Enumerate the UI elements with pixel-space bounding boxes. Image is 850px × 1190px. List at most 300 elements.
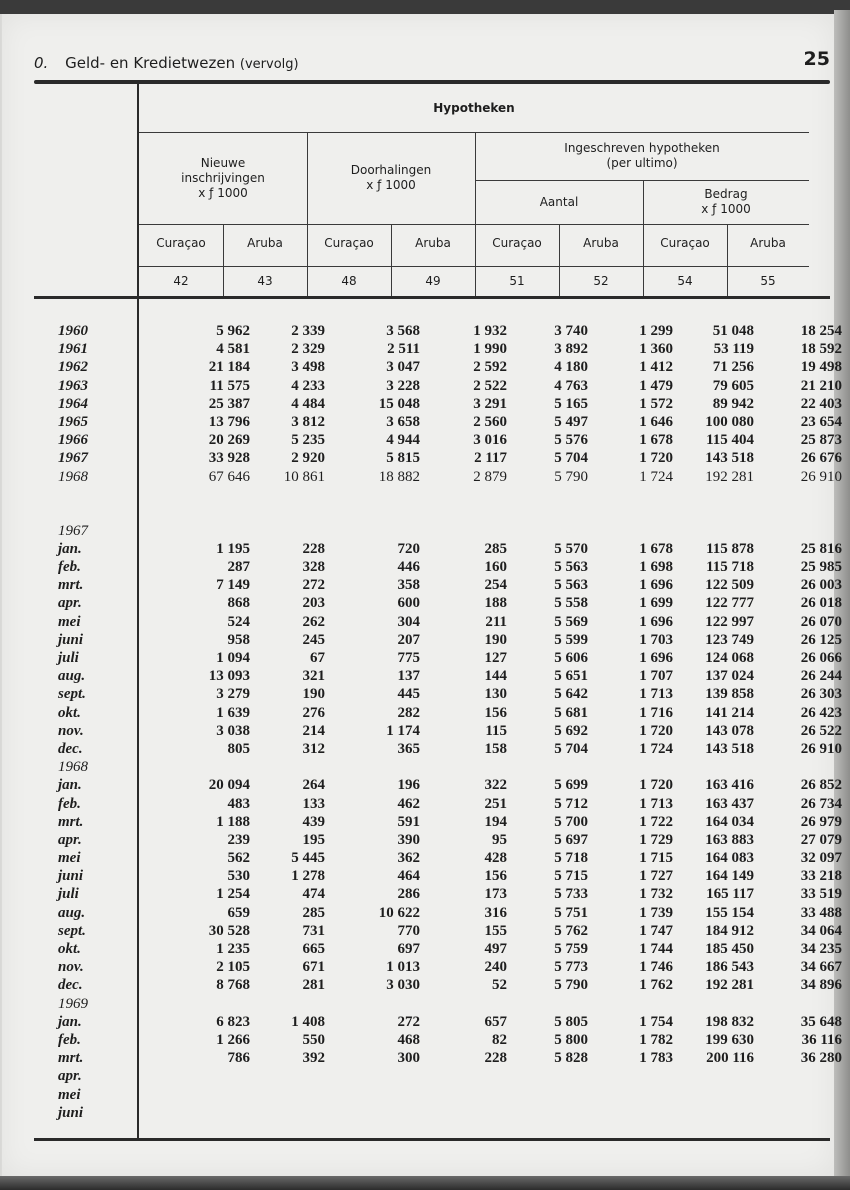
col-code: 55 xyxy=(760,273,776,288)
year-label: 1963 xyxy=(58,377,88,394)
cell-value: 1 707 xyxy=(639,668,673,685)
cell-value: 214 xyxy=(302,722,325,739)
cell-value: 133 xyxy=(302,795,325,812)
cell-value: 26 066 xyxy=(800,650,842,666)
cell-value: 5 805 xyxy=(554,1013,588,1030)
col-code: 54 xyxy=(677,273,693,288)
cell-value: 127 xyxy=(484,650,507,666)
cell-value: 251 xyxy=(484,795,507,812)
cell-value: 468 xyxy=(397,1031,420,1048)
month-row xyxy=(40,849,842,867)
cell-value: 362 xyxy=(397,850,420,867)
cell-value: 165 117 xyxy=(706,886,754,903)
cell-value: 228 xyxy=(484,1050,507,1067)
cell-value: 190 xyxy=(302,686,325,703)
month-label: feb. xyxy=(58,795,81,812)
cell-value: 5 718 xyxy=(554,850,588,867)
cell-value: 3 038 xyxy=(216,722,250,739)
cell-value: 5 692 xyxy=(554,722,588,739)
month-label: mei xyxy=(58,613,81,630)
cell-value: 137 024 xyxy=(705,668,754,685)
cell-value: 665 xyxy=(302,941,325,957)
cell-value: 160 xyxy=(484,559,507,576)
cell-value: 2 560 xyxy=(473,413,507,430)
cell-value: 5 606 xyxy=(554,650,588,666)
cell-value: 22 403 xyxy=(800,395,842,412)
month-row xyxy=(40,649,842,667)
cell-value: 141 214 xyxy=(705,704,754,721)
annual-row xyxy=(40,449,842,467)
cell-value: 34 667 xyxy=(800,959,842,976)
cell-value: 1 782 xyxy=(639,1031,673,1048)
month-label: juni xyxy=(58,1104,84,1121)
col-header-curacao: Curaçao xyxy=(324,235,374,250)
cell-value: 5 715 xyxy=(554,868,588,885)
cell-value: 5 445 xyxy=(291,850,325,867)
cell-value: 1 713 xyxy=(639,686,673,703)
annual-row xyxy=(40,340,842,358)
cell-value: 26 018 xyxy=(800,595,842,612)
cell-value: 322 xyxy=(484,777,507,794)
cell-value: 195 xyxy=(302,831,325,848)
cell-value: 13 093 xyxy=(208,668,250,685)
month-row xyxy=(40,594,842,612)
cell-value: 143 078 xyxy=(705,722,754,739)
cell-value: 1 739 xyxy=(639,904,673,921)
month-row xyxy=(40,1104,830,1122)
month-label: okt. xyxy=(58,941,81,957)
cell-value: 228 xyxy=(302,540,325,557)
cell-value: 1 479 xyxy=(639,377,673,394)
cell-value: 483 xyxy=(227,795,250,812)
cell-value: 600 xyxy=(397,595,420,612)
month-row xyxy=(40,922,842,940)
page-header xyxy=(34,50,830,74)
cell-value: 958 xyxy=(227,631,250,648)
cell-value: 7 149 xyxy=(216,577,250,594)
cell-value: 32 097 xyxy=(800,850,842,867)
cell-value: 122 777 xyxy=(705,595,754,612)
cell-value: 33 488 xyxy=(800,904,842,921)
cell-value: 5 712 xyxy=(554,795,588,812)
cell-value: 3 016 xyxy=(473,432,507,449)
month-row xyxy=(40,631,842,649)
cell-value: 287 xyxy=(227,559,250,576)
cell-value: 2 339 xyxy=(291,323,325,339)
cell-value: 5 700 xyxy=(554,813,588,830)
cell-value: 285 xyxy=(302,904,325,921)
cell-value: 3 812 xyxy=(291,413,325,430)
cell-value: 20 269 xyxy=(208,432,250,449)
cell-value: 1 696 xyxy=(639,613,673,630)
cell-value: 21 184 xyxy=(208,359,250,376)
month-row xyxy=(40,976,842,994)
chapter-heading xyxy=(34,54,299,72)
col-header-curacao: Curaçao xyxy=(660,235,710,250)
cell-value: 115 xyxy=(485,722,507,739)
cell-value: 164 083 xyxy=(705,850,754,867)
month-row xyxy=(40,667,842,685)
cell-value: 254 xyxy=(484,577,507,594)
cell-value: 67 646 xyxy=(208,468,250,485)
annual-row xyxy=(40,413,842,431)
cell-value: 18 254 xyxy=(800,323,842,339)
cell-value: 446 xyxy=(397,559,420,576)
year-group-heading xyxy=(40,522,830,540)
cell-value: 26 910 xyxy=(800,468,842,485)
cell-value: 5 699 xyxy=(554,777,588,794)
cell-value: 1 703 xyxy=(639,631,673,648)
year-label: 1961 xyxy=(58,341,88,358)
cell-value: 188 xyxy=(484,595,507,612)
cell-value: 1 188 xyxy=(216,813,250,830)
month-label: mei xyxy=(58,850,81,867)
cell-value: 51 048 xyxy=(712,323,754,339)
cell-value: 4 233 xyxy=(291,377,325,394)
cell-value: 286 xyxy=(397,886,420,903)
cell-value: 8 768 xyxy=(216,977,250,994)
cell-value: 5 704 xyxy=(554,740,588,757)
year-label: 1964 xyxy=(58,395,88,412)
cell-value: 591 xyxy=(397,813,420,830)
cell-value: 26 852 xyxy=(800,777,842,794)
cell-value: 5 704 xyxy=(554,450,588,467)
cell-value: 33 928 xyxy=(208,450,250,467)
cell-value: 164 034 xyxy=(705,813,754,830)
cell-value: 1 412 xyxy=(639,359,673,376)
cell-value: 19 498 xyxy=(800,359,842,376)
cell-value: 428 xyxy=(484,850,507,867)
cell-value: 10 861 xyxy=(283,468,325,485)
year-group-heading xyxy=(40,995,830,1013)
cell-value: 5 681 xyxy=(554,704,588,721)
cell-value: 26 244 xyxy=(800,668,842,685)
cell-value: 390 xyxy=(397,831,420,848)
cell-value: 163 416 xyxy=(705,777,754,794)
cell-value: 122 509 xyxy=(705,577,754,594)
month-label: mrt. xyxy=(58,1050,84,1067)
cell-value: 184 912 xyxy=(705,922,754,939)
cell-value: 36 116 xyxy=(801,1031,842,1048)
cell-value: 23 654 xyxy=(800,413,842,430)
bottom-rule xyxy=(34,1138,830,1141)
cell-value: 1 762 xyxy=(639,977,673,994)
cell-value: 1 254 xyxy=(216,886,250,903)
cell-value: 1 729 xyxy=(639,831,673,848)
month-row xyxy=(40,613,842,631)
cell-value: 67 xyxy=(310,650,325,666)
cell-value: 497 xyxy=(484,941,507,957)
cell-value: 245 xyxy=(302,631,325,648)
cell-value: 26 125 xyxy=(800,631,842,648)
cell-value: 5 563 xyxy=(554,577,588,594)
cell-value: 1 720 xyxy=(639,450,673,467)
col-code: 43 xyxy=(257,273,273,288)
cell-value: 1 572 xyxy=(639,395,673,412)
cell-value: 1 678 xyxy=(639,540,673,557)
cell-value: 328 xyxy=(302,559,325,576)
cell-value: 1 727 xyxy=(639,868,673,885)
cell-value: 139 858 xyxy=(705,686,754,703)
cell-value: 1 174 xyxy=(386,722,420,739)
month-label: apr. xyxy=(58,831,82,848)
cell-value: 1 715 xyxy=(639,850,673,867)
cell-value: 1 278 xyxy=(291,868,325,885)
month-row xyxy=(40,1067,830,1085)
cell-value: 1 013 xyxy=(386,959,420,976)
cell-value: 26 676 xyxy=(800,450,842,467)
cell-value: 36 280 xyxy=(800,1050,842,1067)
cell-value: 11 575 xyxy=(209,377,250,394)
year-label: 1967 xyxy=(58,450,88,467)
cell-value: 1 990 xyxy=(473,341,507,358)
cell-value: 720 xyxy=(397,540,420,557)
month-row xyxy=(40,885,842,903)
cell-value: 53 119 xyxy=(713,341,754,358)
year-label: 1967 xyxy=(58,522,88,539)
month-row xyxy=(40,940,842,958)
cell-value: 20 094 xyxy=(208,777,250,794)
cell-value: 1 732 xyxy=(639,886,673,903)
cell-value: 1 744 xyxy=(639,941,673,957)
cell-value: 26 979 xyxy=(800,813,842,830)
month-label: feb. xyxy=(58,559,81,576)
col-header-aruba: Aruba xyxy=(583,235,619,250)
cell-value: 671 xyxy=(302,959,325,976)
month-label: jan. xyxy=(58,540,82,557)
month-row xyxy=(40,831,842,849)
cell-value: 156 xyxy=(484,704,507,721)
cell-value: 13 796 xyxy=(208,413,250,430)
month-row xyxy=(40,1013,842,1031)
cell-value: 122 997 xyxy=(705,613,754,630)
cell-value: 4 180 xyxy=(554,359,588,376)
cell-value: 5 733 xyxy=(554,886,588,903)
table-body xyxy=(40,322,842,1122)
col-header-aruba: Aruba xyxy=(247,235,283,250)
cell-value: 5 570 xyxy=(554,540,588,557)
month-label: feb. xyxy=(58,1031,81,1048)
cell-value: 185 450 xyxy=(705,941,754,957)
cell-value: 5 563 xyxy=(554,559,588,576)
cell-value: 156 xyxy=(484,868,507,885)
chapter-title: Geld- en Kredietwezen xyxy=(65,54,236,72)
cell-value: 5 576 xyxy=(554,432,588,449)
cell-value: 115 718 xyxy=(706,559,754,576)
cell-value: 775 xyxy=(397,650,420,666)
col-code: 42 xyxy=(173,273,189,288)
cell-value: 4 581 xyxy=(216,341,250,358)
page-number: 25 xyxy=(803,48,830,70)
cell-value: 5 773 xyxy=(554,959,588,976)
chapter-suffix: (vervolg) xyxy=(239,57,299,72)
cell-value: 474 xyxy=(302,886,325,903)
month-label: dec. xyxy=(58,977,83,994)
annual-row xyxy=(40,358,842,376)
cell-value: 82 xyxy=(492,1031,507,1048)
cell-value: 445 xyxy=(397,686,420,703)
cell-value: 285 xyxy=(484,540,507,557)
cell-value: 439 xyxy=(302,813,325,830)
cell-value: 199 630 xyxy=(705,1031,754,1048)
cell-value: 365 xyxy=(397,740,420,757)
month-label: mrt. xyxy=(58,813,84,830)
cell-value: 1 235 xyxy=(216,941,250,957)
cell-value: 264 xyxy=(302,777,325,794)
cell-value: 1 696 xyxy=(639,650,673,666)
cell-value: 464 xyxy=(397,868,420,885)
cell-value: 240 xyxy=(484,959,507,976)
annual-row xyxy=(40,395,842,413)
cell-value: 26 910 xyxy=(800,740,842,757)
col-header-aruba: Aruba xyxy=(750,235,786,250)
col-header-curacao: Curaçao xyxy=(492,235,542,250)
month-label: juli xyxy=(58,886,79,903)
cell-value: 2 920 xyxy=(291,450,325,467)
cell-value: 173 xyxy=(484,886,507,903)
cell-value: 524 xyxy=(227,613,250,630)
cell-value: 2 329 xyxy=(291,341,325,358)
col-code: 52 xyxy=(593,273,609,288)
month-label: aug. xyxy=(58,904,86,921)
cell-value: 143 518 xyxy=(705,450,754,467)
cell-value: 2 511 xyxy=(387,341,420,358)
header-bottom-rule xyxy=(34,296,830,299)
cell-value: 33 519 xyxy=(800,886,842,903)
cell-value: 697 xyxy=(397,941,420,957)
month-row xyxy=(40,722,842,740)
cell-value: 5 651 xyxy=(554,668,588,685)
month-label: aug. xyxy=(58,668,86,685)
cell-value: 26 734 xyxy=(800,795,842,812)
annual-row xyxy=(40,322,842,340)
cell-value: 130 xyxy=(484,686,507,703)
cell-value: 300 xyxy=(397,1050,420,1067)
subgroup-aantal: Aantal xyxy=(539,194,579,209)
spacer xyxy=(40,486,830,522)
cell-value: 34 896 xyxy=(800,977,842,994)
month-label: sept. xyxy=(58,922,86,939)
month-row xyxy=(40,1049,842,1067)
year-label: 1960 xyxy=(58,323,88,339)
chapter-number: 0. xyxy=(34,54,49,72)
cell-value: 272 xyxy=(302,577,325,594)
cell-value: 194 xyxy=(484,813,507,830)
cell-value: 10 622 xyxy=(378,904,420,921)
cell-value: 18 592 xyxy=(800,341,842,358)
month-label: juli xyxy=(58,650,79,666)
cell-value: 196 xyxy=(397,777,420,794)
month-row xyxy=(40,1031,842,1049)
cell-value: 79 605 xyxy=(712,377,754,394)
cell-value: 1 299 xyxy=(639,323,673,339)
divider xyxy=(139,266,809,267)
month-row xyxy=(40,776,842,794)
cell-value: 5 599 xyxy=(554,631,588,648)
col-header-curacao: Curaçao xyxy=(156,235,206,250)
cell-value: 25 985 xyxy=(800,559,842,576)
cell-value: 1 646 xyxy=(639,413,673,430)
cell-value: 1 266 xyxy=(216,1031,250,1048)
cell-value: 155 154 xyxy=(705,904,754,921)
cell-value: 137 xyxy=(397,668,420,685)
cell-value: 26 070 xyxy=(800,613,842,630)
cell-value: 3 030 xyxy=(386,977,420,994)
year-label: 1969 xyxy=(58,995,88,1012)
cell-value: 26 522 xyxy=(800,722,842,739)
cell-value: 5 790 xyxy=(554,468,588,485)
year-label: 1962 xyxy=(58,359,88,376)
cell-value: 25 387 xyxy=(208,395,250,412)
month-row xyxy=(40,813,842,831)
cell-value: 282 xyxy=(397,704,420,721)
cell-value: 657 xyxy=(484,1013,507,1030)
cell-value: 186 543 xyxy=(705,959,754,976)
cell-value: 1 746 xyxy=(639,959,673,976)
annual-row xyxy=(40,377,842,395)
month-label: mei xyxy=(58,1086,81,1103)
cell-value: 304 xyxy=(397,613,420,630)
cell-value: 5 762 xyxy=(554,922,588,939)
cell-value: 5 751 xyxy=(554,904,588,921)
cell-value: 262 xyxy=(302,613,325,630)
cell-value: 5 790 xyxy=(554,977,588,994)
cell-value: 155 xyxy=(484,922,507,939)
annual-row xyxy=(40,431,842,449)
cell-value: 52 xyxy=(492,977,507,994)
cell-value: 731 xyxy=(302,922,325,939)
cell-value: 239 xyxy=(227,831,250,848)
month-label: juni xyxy=(58,868,84,885)
divider xyxy=(139,132,809,133)
cell-value: 321 xyxy=(302,668,325,685)
month-row xyxy=(40,740,842,758)
cell-value: 5 235 xyxy=(291,432,325,449)
cell-value: 1 747 xyxy=(639,922,673,939)
cell-value: 281 xyxy=(302,977,325,994)
cell-value: 770 xyxy=(397,922,420,939)
cell-value: 5 697 xyxy=(554,831,588,848)
cell-value: 207 xyxy=(397,631,420,648)
cell-value: 21 210 xyxy=(800,377,842,394)
cell-value: 392 xyxy=(302,1050,325,1067)
column-group-nieuwe-inschrijvingen: Nieuwe inschrijvingen x ƒ 1000 xyxy=(181,155,265,200)
cell-value: 3 568 xyxy=(386,323,420,339)
col-code: 51 xyxy=(509,273,525,288)
month-label: nov. xyxy=(58,959,84,976)
cell-value: 1 716 xyxy=(639,704,673,721)
cell-value: 3 892 xyxy=(554,341,588,358)
month-row xyxy=(40,558,842,576)
month-row xyxy=(40,904,842,922)
cell-value: 3 658 xyxy=(386,413,420,430)
cell-value: 805 xyxy=(227,740,250,757)
cell-value: 33 218 xyxy=(800,868,842,885)
cell-value: 200 116 xyxy=(706,1050,754,1067)
cell-value: 1 678 xyxy=(639,432,673,449)
cell-value: 123 749 xyxy=(705,631,754,648)
cell-value: 4 944 xyxy=(386,432,420,449)
cell-value: 1 360 xyxy=(639,341,673,358)
divider xyxy=(139,224,809,225)
cell-value: 26 423 xyxy=(800,704,842,721)
cell-value: 786 xyxy=(227,1050,250,1067)
cell-value: 18 882 xyxy=(378,468,420,485)
column-group-ingeschreven-hypotheken: Ingeschreven hypotheken (per ultimo) xyxy=(564,141,720,170)
cell-value: 26 303 xyxy=(800,686,842,703)
cell-value: 34 235 xyxy=(800,941,842,957)
cell-value: 2 522 xyxy=(473,377,507,394)
